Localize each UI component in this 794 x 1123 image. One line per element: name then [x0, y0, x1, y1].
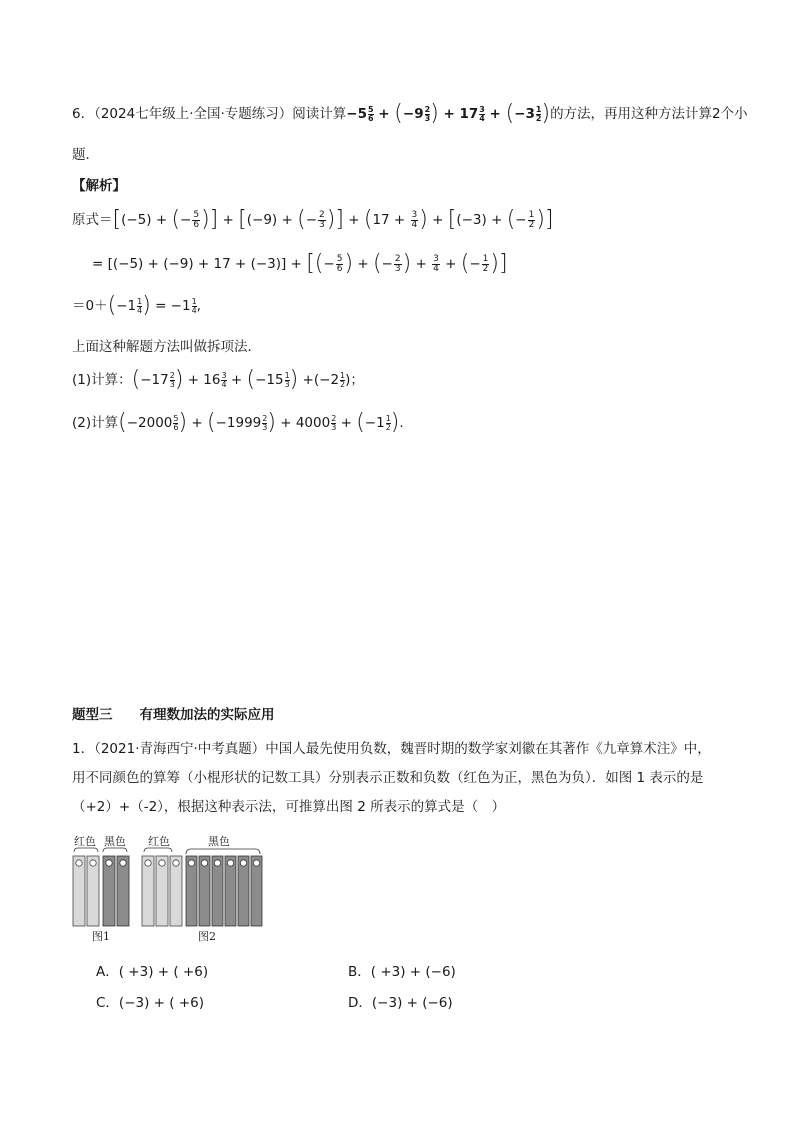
option-a[interactable]: A．( +3) + ( +6): [96, 964, 209, 980]
section-3-title: 题型三 有理数加法的实际应用: [72, 707, 275, 723]
counting-rods-figure: [70, 830, 270, 945]
q2-label: (2)计算: [72, 415, 119, 431]
section-3-q1-line-2: 用不同颜色的算筹（小棍形状的记数工具）分别表示正数和负数（红色为正，黑色为负）．如图 1 表示的是: [72, 770, 704, 786]
q1-label: (1)计算：: [72, 372, 132, 388]
problem-6-line-2: 题．: [72, 147, 99, 163]
option-c[interactable]: C．(−3) + ( +6): [96, 995, 204, 1011]
solution-line-3: ＝0＋(−1 $\frac{1}{4}$ ) = −1 $\frac{1}{4}$ ,: [72, 293, 201, 318]
problem-6-suffix: 的方法，再用这种方法计算2个小: [550, 106, 748, 122]
section-3-q1-line-1: 1．（2021·青海西宁·中考真题）中国人最先使用负数，魏晋时期的数学家刘徽在其著作《九章算术注》中，: [72, 741, 711, 757]
fig1-label-red: 红色: [74, 835, 96, 848]
question-1: (1)计算：(−17 $\frac{2}{3}$ ) + 16 $\frac{3}{4}$ + (−15 $\frac{1}{3}$ ) +(−2 $\frac{1}{2}$ )；: [72, 367, 364, 392]
problem-6-line-1: [72, 101, 748, 126]
fig1-label-black: 黑色: [104, 835, 126, 848]
fig2-label-black: 黑色: [208, 835, 230, 848]
fig1-caption: 图1: [92, 930, 110, 943]
fig2-black-rods: [186, 856, 262, 926]
solution-orig-label: 原式＝: [72, 212, 113, 228]
fig2-caption: 图2: [198, 930, 216, 943]
solution-line-2: = [(−5) + (−9) + 17 + (−3)] + [(− $\frac{5}{6}$ ) + (− $\frac{2}{3}$ ) + $\frac{3}{4}$ + (− $\frac{1}{2}$ )]: [92, 251, 508, 276]
solution-line-1: 原式＝[(−5) + (− $\frac{5}{6}$ )] + [(−9) + (− $\frac{2}{3}$ )] + (17 + $\frac{3}{4}$ ) + [(−3) + (− $\frac{1}{2}$ )]: [72, 207, 554, 232]
problem-6-prefix: 6．（2024七年级上·全国·专题练习）阅读计算: [72, 106, 347, 122]
fig2-red-rods: [142, 856, 182, 926]
fig1-red-rods: [73, 856, 99, 926]
fig2-label-red: 红色: [148, 835, 170, 848]
question-2: (2)计算(−2000 $\frac{5}{6}$ ) + (−1999 $\frac{2}{3}$ ) + 4000 $\frac{2}{3}$ + (−1 $\frac{1}{2}$ ).: [72, 410, 404, 435]
analysis-label: 【解析】: [72, 178, 126, 194]
solution-conclusion: 上面这种解题方法叫做拆项法．: [72, 339, 261, 355]
fig1-black-rods: [103, 856, 129, 926]
solution-zero: ＝0＋: [72, 298, 108, 314]
problem-6-expression: −5 $\frac{5}{6}$ + (−9 $\frac{2}{3}$ ) + 17 $\frac{3}{4}$ + (−3 $\frac{1}{2}$ ): [346, 101, 551, 126]
option-d[interactable]: D．(−3) + (−6): [348, 995, 453, 1011]
section-3-q1-line-3: （+2）+（-2），根据这种表示法，可推算出图 2 所表示的算式是（ ）: [72, 799, 506, 815]
option-b[interactable]: B．( +3) + (−6): [348, 964, 456, 980]
